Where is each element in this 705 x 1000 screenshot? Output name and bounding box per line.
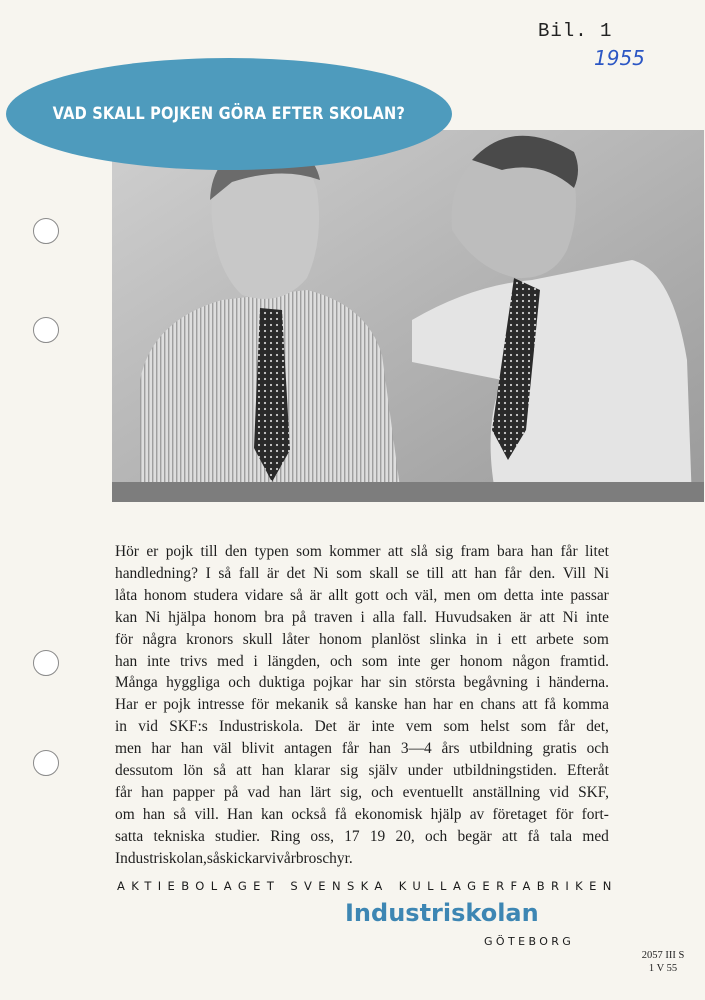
word: planlöst	[371, 630, 421, 648]
text-line	[115, 607, 609, 629]
headline-text: VAD SKALL POJKEN GÖRA EFTER SKOLAN?	[52, 104, 406, 124]
word: i	[536, 674, 541, 692]
word: trivs	[179, 652, 208, 670]
word: största	[415, 674, 456, 692]
word: ger	[430, 652, 451, 670]
word: så	[290, 586, 303, 604]
word: litet	[584, 543, 609, 560]
word: mekanik	[275, 696, 329, 714]
word: 19	[369, 827, 386, 845]
word: tala	[549, 827, 573, 845]
word: det,	[586, 718, 609, 736]
city-name: GÖTEBORG	[484, 935, 575, 948]
word: dessutom	[115, 762, 174, 780]
word: lärt	[310, 783, 331, 801]
word: studier.	[215, 827, 260, 845]
word: allt	[328, 586, 349, 604]
word: hjälpa	[168, 608, 206, 626]
text-line	[115, 672, 609, 694]
word: i	[360, 608, 365, 626]
word: Ring	[270, 827, 301, 845]
word: Många	[115, 674, 158, 692]
word: Ni	[313, 564, 329, 582]
word: traven	[314, 608, 353, 626]
word: vi	[264, 849, 277, 867]
word: passar	[570, 586, 609, 604]
text-line	[115, 541, 609, 563]
text-line	[115, 738, 609, 760]
word: att	[387, 543, 404, 560]
word: få	[334, 805, 347, 823]
word: är	[309, 586, 322, 604]
word: tekniska	[153, 827, 205, 845]
school-name: Industriskolan	[345, 899, 539, 927]
word: har	[151, 740, 172, 758]
word: ekonomisk	[354, 805, 423, 823]
word: under	[407, 762, 443, 780]
text-line	[115, 804, 609, 826]
word: Industriskolan,	[115, 849, 207, 867]
word: honom	[213, 608, 257, 626]
word: Vill	[562, 564, 586, 582]
text-line	[115, 716, 609, 738]
word: och	[385, 586, 408, 604]
word: att	[522, 696, 538, 714]
word: han	[368, 740, 392, 758]
text-line	[115, 694, 609, 716]
word: som	[296, 543, 322, 560]
word: Efteråt	[567, 762, 609, 780]
word: får	[504, 564, 522, 582]
word: att	[451, 564, 467, 582]
word: sin	[388, 674, 407, 692]
print-code	[633, 949, 693, 975]
word: händerna.	[548, 674, 609, 692]
word: den	[224, 543, 248, 560]
word: på	[291, 608, 307, 626]
word: vår	[276, 849, 296, 867]
word: längden,	[267, 652, 321, 670]
word: er	[144, 696, 157, 714]
word: oss,	[310, 827, 334, 845]
word: SKF,	[578, 783, 609, 801]
text-line	[115, 826, 609, 848]
word: bra	[264, 608, 284, 626]
text-line	[115, 629, 609, 651]
word: Industriskola.	[219, 718, 304, 736]
handwritten-year: 1955	[594, 46, 645, 70]
word: vem	[405, 718, 433, 736]
word: han	[261, 762, 285, 780]
word: alla	[372, 608, 395, 626]
word: typen	[254, 543, 289, 560]
word: pojk	[165, 543, 194, 560]
word: att	[236, 762, 252, 780]
word: som	[336, 564, 362, 582]
word: begåvning	[463, 674, 528, 692]
word: har	[432, 696, 453, 714]
word: sig,	[340, 783, 362, 801]
word: inte	[147, 652, 171, 670]
word: så	[335, 696, 349, 714]
text-line	[115, 782, 609, 804]
word: själv	[368, 762, 398, 780]
word: och	[371, 783, 394, 801]
text-line	[115, 760, 609, 782]
word: eventuellt	[402, 783, 464, 801]
word: anställning	[472, 783, 541, 801]
word: blivit	[241, 740, 275, 758]
word: ett	[511, 630, 527, 648]
word: kronors	[186, 630, 234, 648]
word: han	[180, 740, 204, 758]
word: skickar	[219, 849, 265, 867]
word: är	[267, 564, 279, 582]
word: vid	[138, 718, 158, 736]
word: 3—4	[400, 740, 432, 758]
word: papper	[172, 783, 215, 801]
word: inte	[585, 608, 609, 626]
word: väl,	[414, 586, 438, 604]
word: skall	[369, 564, 399, 582]
body-text	[115, 541, 609, 870]
word: för	[251, 696, 269, 714]
word: och	[329, 652, 353, 670]
word: och	[425, 827, 448, 845]
word: fall.	[402, 608, 427, 626]
word: er	[146, 543, 159, 560]
word: om	[115, 805, 135, 823]
word: så	[173, 805, 187, 823]
word: så	[206, 849, 220, 867]
word: så	[213, 762, 227, 780]
word: sig	[340, 762, 359, 780]
word: honom	[459, 652, 503, 670]
word: skull	[242, 630, 273, 648]
word: arbete	[536, 630, 574, 648]
company-name: AKTIEBOLAGET SVENSKA KULLAGERFABRIKEN	[117, 879, 618, 893]
word: helst	[480, 718, 510, 736]
word: Ni	[145, 608, 161, 626]
word: han	[530, 543, 554, 560]
word: bara	[497, 543, 524, 560]
word: har	[360, 674, 381, 692]
word: på	[223, 783, 239, 801]
word: hyggliga	[166, 674, 220, 692]
word: han	[115, 652, 138, 670]
word: pojkar	[313, 674, 353, 692]
word: och	[228, 674, 251, 692]
word: gratis	[542, 740, 577, 758]
text-line	[115, 585, 609, 607]
word: med	[217, 652, 244, 670]
word: låter	[282, 630, 310, 648]
word: den.	[529, 564, 556, 582]
word: inte	[371, 718, 395, 736]
word: Det	[314, 718, 337, 736]
word: slå	[410, 543, 428, 560]
word: utbildningstiden.	[452, 762, 557, 780]
word: fall	[238, 564, 260, 582]
word: studera	[193, 586, 238, 604]
photo-illustration	[112, 130, 704, 502]
word: SKF:s	[169, 718, 208, 736]
word: Ni	[593, 564, 609, 582]
word: han	[474, 564, 497, 582]
word: är	[348, 718, 361, 736]
word: 17	[344, 827, 360, 845]
word: 20,	[395, 827, 415, 845]
word: får	[557, 718, 575, 736]
word: inte	[397, 652, 421, 670]
word: också	[291, 805, 327, 823]
word: han	[141, 783, 164, 801]
word: kommer	[329, 543, 381, 560]
word: komma	[562, 696, 609, 714]
word: en	[459, 696, 474, 714]
punch-hole	[33, 218, 59, 244]
word: Ni	[562, 608, 579, 626]
word: få	[544, 696, 557, 714]
text-line	[115, 651, 609, 673]
photo-men	[112, 130, 704, 502]
word: låta	[115, 586, 138, 604]
word: fort-	[581, 805, 609, 823]
word: I	[205, 564, 211, 582]
word: Har	[115, 696, 139, 714]
word: han	[404, 696, 427, 714]
word: är	[519, 608, 532, 626]
word: han	[278, 783, 302, 801]
print-code-line: 1 V 55	[648, 963, 678, 974]
word: handledning?	[115, 564, 198, 582]
word: vid	[549, 783, 569, 801]
word: chans	[480, 696, 516, 714]
word: men	[115, 740, 142, 758]
word: Hör	[115, 543, 139, 560]
punch-hole	[33, 650, 59, 676]
print-code-line: 2057 III S	[641, 950, 685, 961]
word: för	[115, 630, 133, 648]
word: sig	[435, 543, 454, 560]
punch-hole	[33, 317, 59, 343]
word: få	[527, 827, 540, 845]
word: får	[115, 783, 133, 801]
word: hjälp	[430, 805, 462, 823]
word: gott	[354, 586, 379, 604]
word: som	[583, 630, 609, 648]
word: kan	[115, 608, 138, 626]
word: detta	[503, 586, 534, 604]
word: i	[253, 652, 258, 670]
punch-hole	[33, 750, 59, 776]
word: in	[115, 718, 127, 736]
word: kan	[260, 805, 284, 823]
word: lön	[183, 762, 204, 780]
word: begär	[457, 827, 492, 845]
word: intresse	[197, 696, 245, 714]
word: vill.	[194, 805, 219, 823]
word: satta	[115, 827, 144, 845]
word: får	[560, 543, 578, 560]
word: och	[586, 740, 609, 758]
word: att	[539, 608, 555, 626]
word: broschyr.	[295, 849, 353, 867]
word: pojk	[163, 696, 191, 714]
word: Han	[227, 805, 253, 823]
word: vidare	[244, 586, 284, 604]
word: några	[142, 630, 177, 648]
word: i	[497, 630, 502, 648]
word: antagen	[284, 740, 332, 758]
word: års	[441, 740, 460, 758]
word: får	[341, 740, 359, 758]
word: som	[361, 652, 388, 670]
word: det	[286, 564, 306, 582]
word: han	[142, 805, 166, 823]
word: kanske	[354, 696, 398, 714]
word: klarar	[294, 762, 331, 780]
word: så	[218, 564, 232, 582]
word: honom	[319, 630, 362, 648]
word: Huvudsaken	[434, 608, 512, 626]
word: väl	[213, 740, 232, 758]
word: vad	[247, 783, 270, 801]
word: duktiga	[258, 674, 305, 692]
word: som	[443, 718, 470, 736]
word: någon	[512, 652, 551, 670]
word: för	[555, 805, 574, 823]
word: företaget	[492, 805, 548, 823]
text-line	[115, 848, 609, 870]
word: slinka	[429, 630, 467, 648]
attachment-number: Bil. 1	[538, 20, 613, 42]
word: att	[501, 827, 518, 845]
word: se	[406, 564, 420, 582]
word: honom	[144, 586, 187, 604]
word: till	[200, 543, 218, 560]
word: som	[520, 718, 547, 736]
word: inte	[540, 586, 564, 604]
headline-banner	[6, 58, 452, 170]
word: med	[582, 827, 609, 845]
word: men	[444, 586, 471, 604]
word: fram	[460, 543, 490, 560]
word: in	[475, 630, 488, 648]
text-line	[115, 563, 609, 585]
word: framtid.	[559, 652, 609, 670]
word: om	[477, 586, 497, 604]
word: till	[426, 564, 444, 582]
word: av	[469, 805, 485, 823]
word: utbildning	[469, 740, 533, 758]
